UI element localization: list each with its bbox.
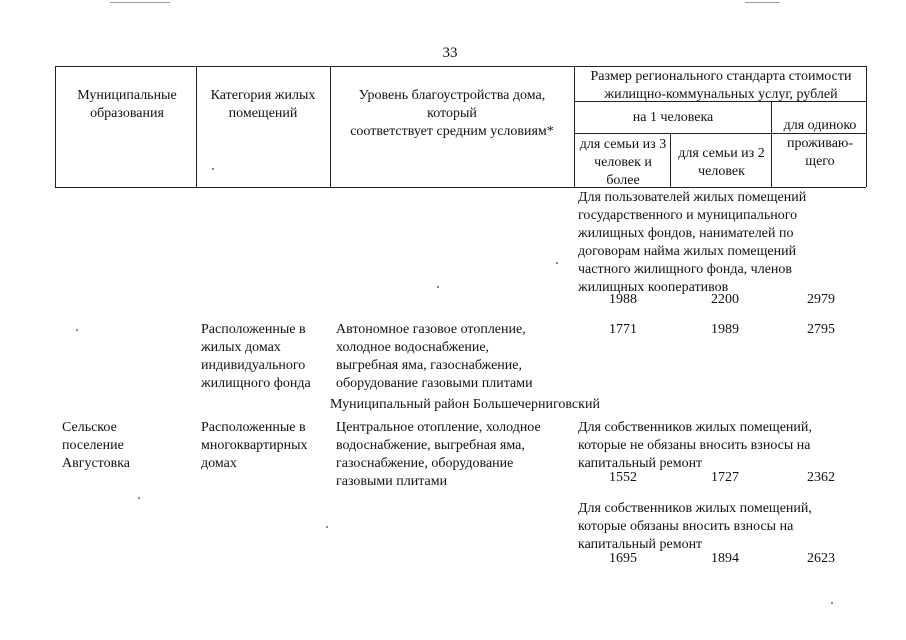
value-single: 2795 xyxy=(807,322,835,337)
value-family2: 1727 xyxy=(711,470,739,485)
header-standard-size: Размер регионального стандарта стоимости жилищно-коммунальных услуг, рублей xyxy=(590,69,852,102)
header-per-person: на 1 человека xyxy=(632,110,714,125)
amenities-avgustovka: Центральное отопление, холодное водоснабжение, выгребная яма, газоснабжение, оборудование газовыми плитами xyxy=(336,420,541,489)
value-family2: 2200 xyxy=(711,292,739,307)
header-single: для одиноко проживаю-щего xyxy=(783,118,857,169)
note-state-housing: Для пользователей жилых помещений государственного и муниципального жилищных фондов, нанимателей по договорам найма жилых помещений частного жилищного фонда, членов жилищных кооперативов xyxy=(578,190,807,295)
note-owners-not-obliged: Для собственников жилых помещений, которые не обязаны вносить взносы на капитальный ремонт xyxy=(578,420,812,471)
scan-speck xyxy=(831,602,833,604)
value-single: 2979 xyxy=(807,292,835,307)
header-family-3: для семьи из 3 человек и более xyxy=(579,137,667,188)
value-family3: 1695 xyxy=(609,551,637,566)
category-individual: Расположенные в жилых домах индивидуального жилищного фонда xyxy=(201,322,311,391)
scan-speck xyxy=(437,286,439,288)
value-family3: 1988 xyxy=(609,292,637,307)
header-family-2: для семьи из 2 человек xyxy=(678,146,765,179)
scan-speck xyxy=(556,262,558,264)
category-apartment-buildings: Расположенные в многоквартирных домах xyxy=(201,420,308,471)
scan-speck xyxy=(326,526,328,528)
scan-speck xyxy=(76,329,78,331)
scan-mark-top-left xyxy=(110,2,170,3)
district-title: Муниципальный район Большечерниговский xyxy=(330,397,600,412)
header-municipalities: Муниципальные образования xyxy=(77,88,177,121)
note-owners-obliged: Для собственников жилых помещений, которые обязаны вносить взносы на капитальный ремонт xyxy=(578,501,812,552)
scan-speck xyxy=(138,497,140,499)
page-number: 33 xyxy=(442,45,458,61)
scan-mark-top-right xyxy=(745,2,780,3)
scan-speck xyxy=(212,168,214,170)
value-family3: 1552 xyxy=(609,470,637,485)
value-family2: 1989 xyxy=(711,322,739,337)
value-family2: 1894 xyxy=(711,551,739,566)
amenities-individual: Автономное газовое отопление, холодное водоснабжение, выгребная яма, газоснабжение, оборудование газовыми плитами xyxy=(336,322,533,391)
header-category: Категория жилых помещений xyxy=(210,88,316,121)
header-amenities: Уровень благоустройства дома, который соответствует средним условиям* xyxy=(350,88,554,139)
value-single: 2362 xyxy=(807,470,835,485)
value-single: 2623 xyxy=(807,551,835,566)
municipality-avgustovka: Сельское поселение Августовка xyxy=(62,420,131,471)
value-family3: 1771 xyxy=(609,322,637,337)
